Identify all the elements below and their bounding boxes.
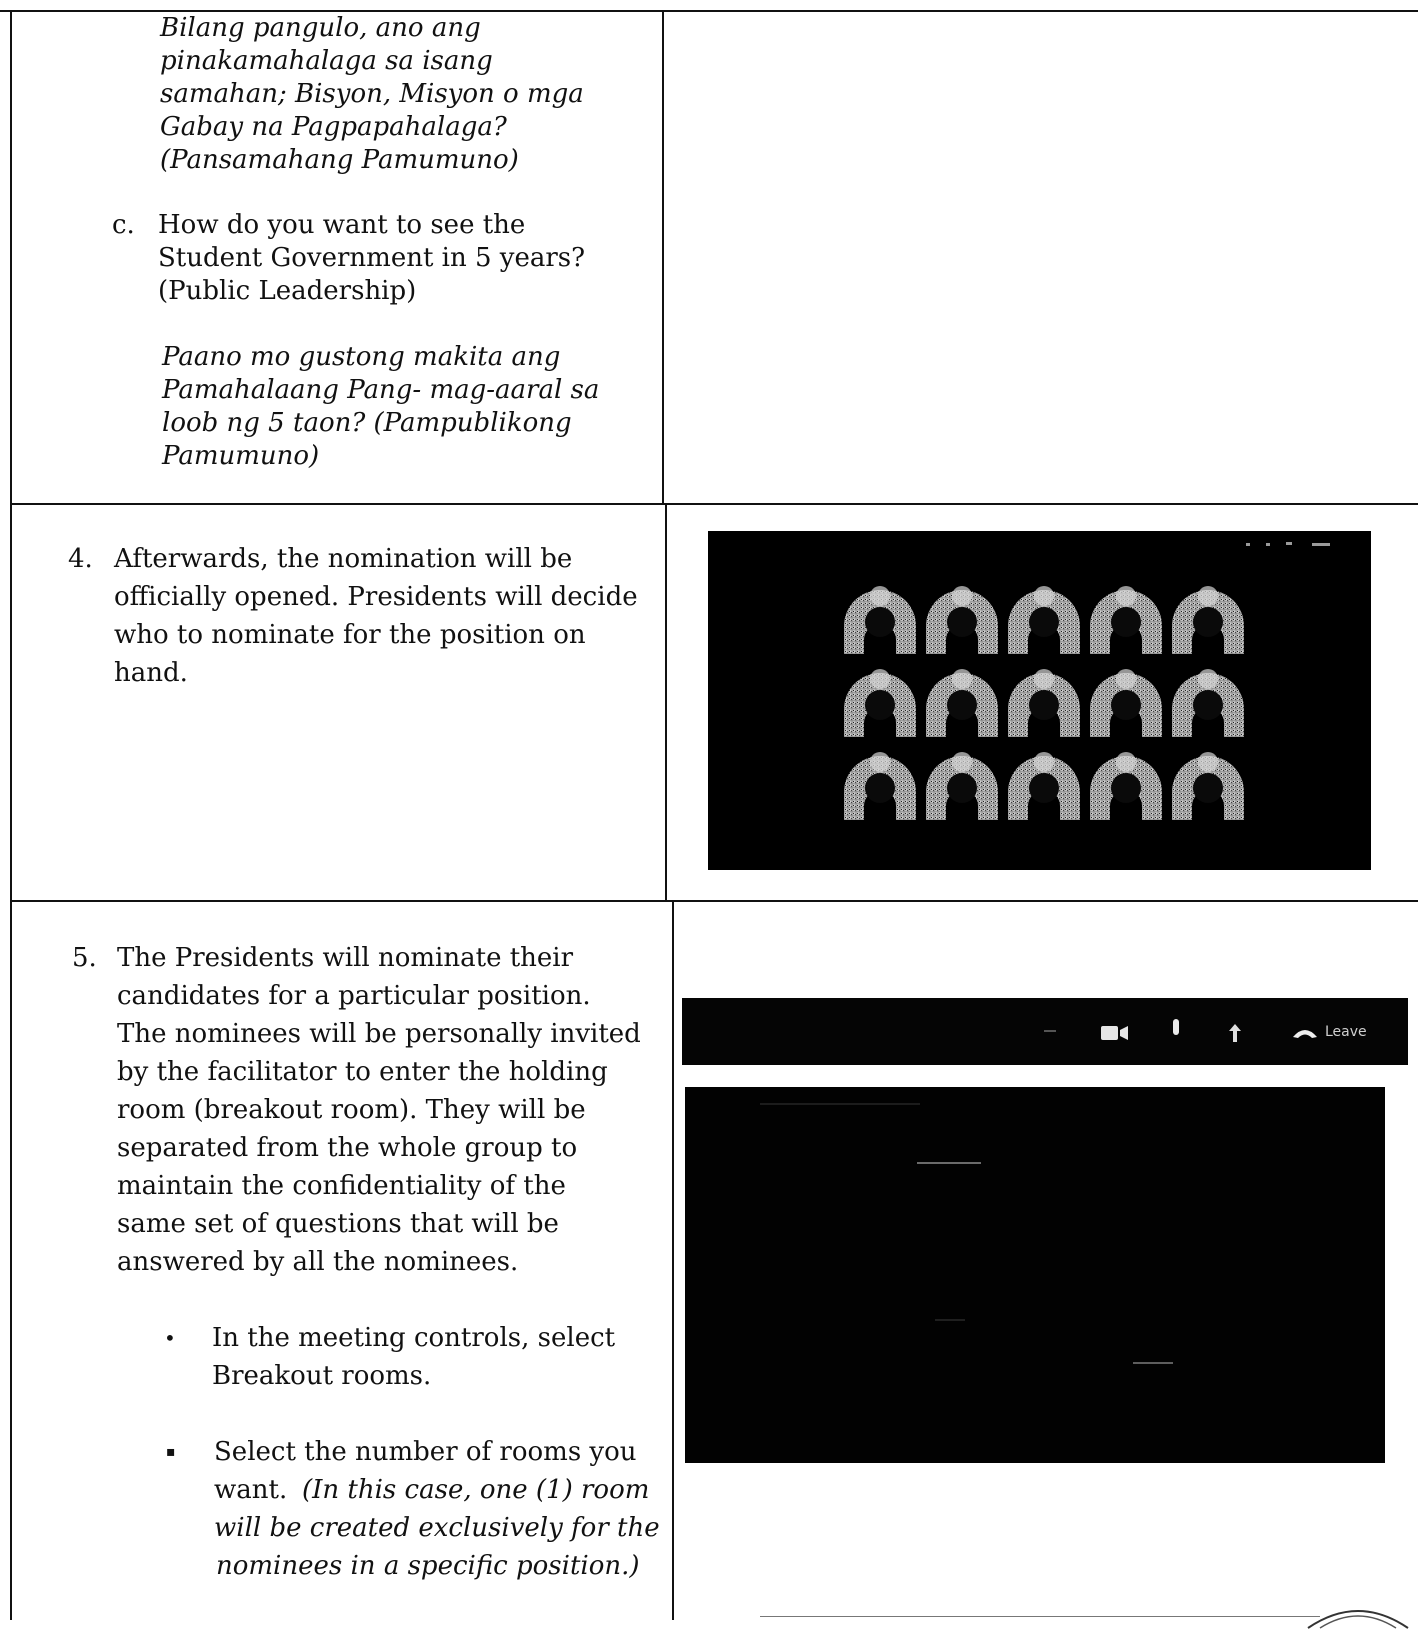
step-text-line: officially opened. Presidents will decide <box>114 582 638 612</box>
participant-avatar-icon <box>926 752 998 820</box>
step-text-line: answered by all the nominees. <box>117 1247 519 1277</box>
participant-avatar-icon <box>1172 669 1244 737</box>
tagalog-question-c-line: Paano mo gustong makita ang <box>162 342 561 372</box>
step-text-line: same set of questions that will be <box>117 1209 559 1239</box>
tagalog-question-b-line: (Pansamahang Pamumuno) <box>160 145 519 175</box>
tagalog-question-b-line: Gabay na Pagpapahalaga? <box>160 112 507 142</box>
tagalog-question-c-line: Pamumuno) <box>162 441 320 471</box>
participant-avatar-icon <box>926 586 998 654</box>
step-number: 4. <box>68 544 93 574</box>
tagalog-question-b-line: Bilang pangulo, ano ang <box>160 13 481 43</box>
step-text-line: candidates for a particular position. <box>117 981 591 1011</box>
camera-icon[interactable] <box>1101 1024 1129 1042</box>
participant-grid <box>708 531 1371 870</box>
step-text-line: hand. <box>114 658 188 688</box>
leave-label: Leave <box>1325 1024 1367 1040</box>
dialog-hint-text <box>935 1319 965 1321</box>
item-c-marker: c. <box>112 210 135 240</box>
participant-avatar-icon <box>1090 586 1162 654</box>
step-text-line: maintain the confidentiality of the <box>117 1171 566 1201</box>
step-text-line: Afterwards, the nomination will be <box>114 544 573 574</box>
leave-button[interactable] <box>1291 1020 1367 1044</box>
row-divider-4-5 <box>10 900 1418 902</box>
participant-avatar-icon <box>844 752 916 820</box>
seal-stamp <box>1298 1600 1418 1630</box>
bullet-italic-line: will be created exclusively for the <box>214 1513 660 1543</box>
table-left-rule <box>10 10 12 1620</box>
tagalog-question-b-line: pinakamahalaga sa isang <box>160 46 493 76</box>
participant-avatar-icon <box>1172 586 1244 654</box>
participant-avatar-icon <box>926 669 998 737</box>
participant-avatar-icon <box>1008 586 1080 654</box>
bullet-text-line: Select the number of rooms you <box>214 1437 637 1467</box>
bullet-italic-line: (In this case, one (1) room <box>302 1475 650 1505</box>
share-icon[interactable] <box>1228 1024 1242 1042</box>
step-text-line: by the facilitator to enter the holding <box>117 1057 608 1087</box>
bullet-text-line: want. <box>214 1475 288 1505</box>
breakout-rooms-screenshot <box>685 1087 1385 1463</box>
column-divider-lower <box>672 902 674 1620</box>
row-divider-3-4 <box>10 503 1418 505</box>
bullet-marker: • <box>164 1326 176 1350</box>
column-divider-middle <box>665 505 667 902</box>
meeting-toolbar <box>682 998 1408 1065</box>
step-text-line: The Presidents will nominate their <box>117 943 574 973</box>
dialog-title-text <box>760 1103 920 1105</box>
question-c-line: How do you want to see the <box>158 210 526 240</box>
hang-up-icon <box>1291 1025 1319 1039</box>
dialog-label-text <box>917 1162 981 1164</box>
step-text-line: room (breakout room). They will be <box>117 1095 586 1125</box>
more-dots <box>1044 1030 1056 1032</box>
meeting-grid-screenshot <box>708 531 1371 870</box>
bullet-marker: ▪ <box>166 1444 176 1460</box>
tagalog-question-b-line: samahan; Bisyon, Misyon o mga <box>160 79 584 109</box>
step-text-line: The nominees will be personally invited <box>117 1019 641 1049</box>
participant-avatar-icon <box>1008 669 1080 737</box>
participant-avatar-icon <box>1172 752 1244 820</box>
step-text-line: who to nominate for the position on <box>114 620 586 650</box>
question-c-line: (Public Leadership) <box>158 276 417 306</box>
participant-avatar-icon <box>844 586 916 654</box>
bullet-italic-line: nominees in a specific position.) <box>216 1551 640 1581</box>
column-divider-upper <box>662 10 664 505</box>
participant-avatar-icon <box>844 669 916 737</box>
question-c-line: Student Government in 5 years? <box>158 243 586 273</box>
participant-avatar-icon <box>1008 752 1080 820</box>
bottom-partial-rule <box>760 1616 1320 1617</box>
microphone-icon[interactable] <box>1170 1019 1182 1041</box>
tagalog-question-c-line: loob ng 5 taon? (Pampublikong <box>162 408 572 438</box>
dialog-confirm-button[interactable] <box>1133 1362 1173 1364</box>
step-number: 5. <box>72 943 97 973</box>
participant-avatar-icon <box>1090 752 1162 820</box>
bullet-text-line: In the meeting controls, select <box>212 1323 616 1353</box>
tagalog-question-c-line: Pamahalaang Pang- mag-aaral sa <box>162 375 600 405</box>
step-text-line: separated from the whole group to <box>117 1133 578 1163</box>
bullet-text-line: Breakout rooms. <box>212 1361 432 1391</box>
participant-avatar-icon <box>1090 669 1162 737</box>
